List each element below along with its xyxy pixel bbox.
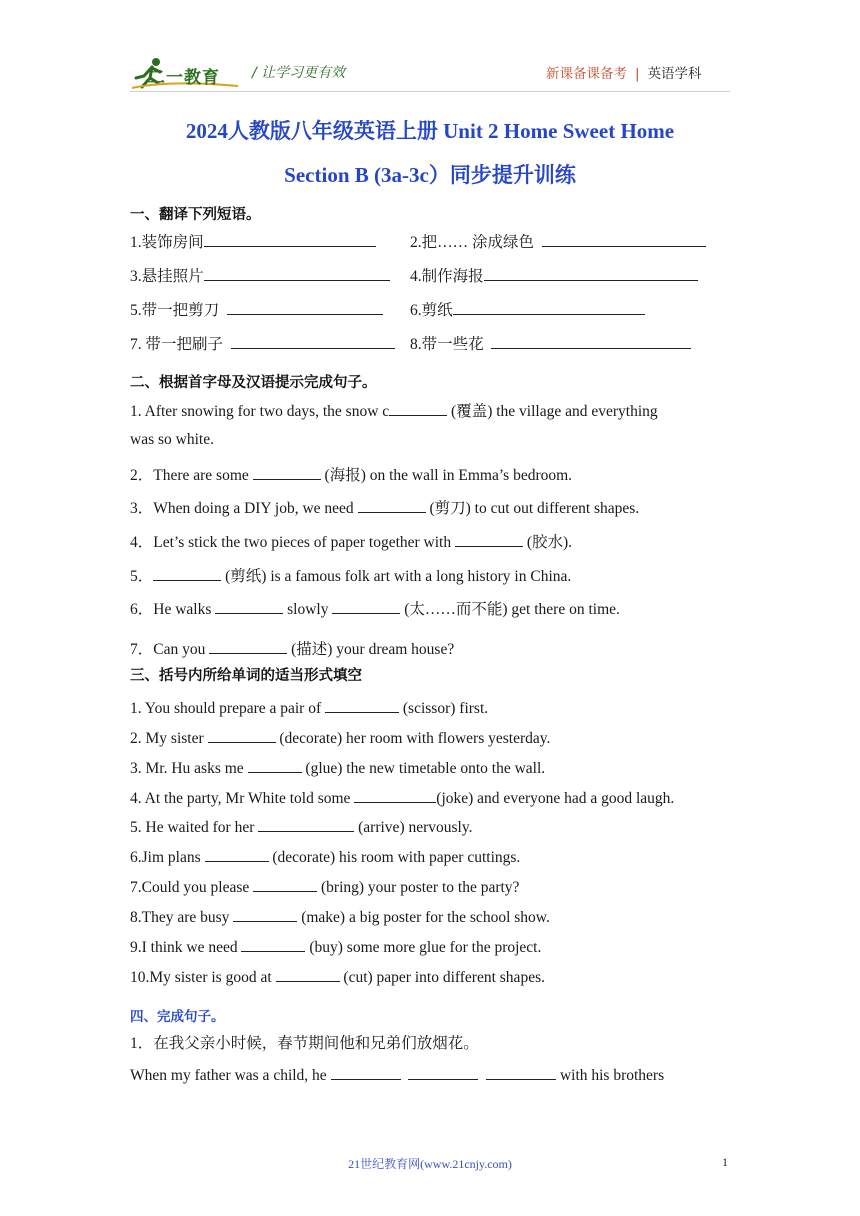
answer-blank[interactable] [253, 877, 317, 892]
header-divider [130, 91, 730, 92]
sentence-item: 3．When doing a DIY job, we need (剪刀) to cut out different shapes. [130, 500, 640, 517]
answer-blank[interactable] [233, 907, 297, 922]
footer-site: 21世纪教育网(www.21cnjy.com) [348, 1157, 512, 1171]
section3-heading: 三、括号内所给单词的适当形式填空 [130, 668, 362, 684]
fill-item: 7.Could you please (bring) your poster to the party? [130, 879, 520, 896]
answer-blank[interactable] [453, 300, 645, 315]
answer-blank[interactable] [215, 599, 283, 614]
answer-blank[interactable] [332, 599, 400, 614]
answer-blank[interactable] [205, 847, 269, 862]
answer-blank[interactable] [354, 788, 436, 803]
sentence-item: 7．Can you (描述) your dream house? [130, 641, 455, 658]
fill-item: 2. My sister (decorate) her room with flowers yesterday. [130, 730, 551, 747]
answer-blank[interactable] [209, 639, 287, 654]
answer-blank[interactable] [325, 698, 399, 713]
phrase-text: 4.制作海报 [410, 268, 484, 285]
fill-item: 5. He waited for her (arrive) nervously. [130, 819, 473, 836]
section2-heading: 二、根据首字母及汉语提示完成句子。 [130, 375, 377, 391]
phrase-item [410, 332, 691, 354]
phrase-text: 1.装饰房间 [130, 234, 204, 251]
answer-blank[interactable] [331, 1065, 401, 1080]
answer-blank[interactable] [491, 334, 691, 349]
sentence-item: 1. After snowing for two days, the snow c (覆盖) the village and everything [130, 403, 658, 420]
phrase-text: 8.带一些花 [410, 336, 484, 353]
answer-blank[interactable] [542, 232, 706, 247]
fill-item: 3. Mr. Hu asks me (glue) the new timetable onto the wall. [130, 760, 546, 777]
answer-blank[interactable] [455, 532, 523, 547]
sentence-continuation: was so white. [130, 431, 214, 448]
sentence-item: When my father was a child, he with his brothers [130, 1067, 665, 1084]
answer-blank[interactable] [153, 566, 221, 581]
fill-item: 9.I think we need (buy) some more glue for the project. [130, 939, 542, 956]
phrase-item [410, 298, 645, 320]
page-header [0, 0, 860, 100]
page-number: 1 [722, 1155, 728, 1169]
header-slogan: / 让学习更有效 [252, 65, 346, 81]
phrase-text: 5.带一把剪刀 [130, 302, 220, 319]
answer-blank[interactable] [389, 401, 447, 416]
header-tag-subject: 英语学科 [647, 66, 702, 82]
phrase-item [410, 264, 698, 286]
sentence-item: 4．Let’s stick the two pieces of paper together with (胶水). [130, 534, 573, 551]
fill-item: 1. You should prepare a pair of (scissor) first. [130, 700, 489, 717]
answer-blank[interactable] [484, 266, 698, 281]
header-separator: | [635, 66, 640, 82]
header-subject [546, 62, 702, 82]
phrase-item [130, 230, 376, 252]
chinese-prompt: 1．在我父亲小时候，春节期间他和兄弟们放烟花。 [130, 1035, 479, 1052]
fill-item: 10.My sister is good at (cut) paper into different shapes. [130, 969, 545, 986]
phrase-item [130, 332, 395, 354]
answer-blank[interactable] [204, 266, 390, 281]
header-tag-prep: 新课备课备考 [546, 66, 627, 82]
answer-blank[interactable] [248, 758, 302, 773]
answer-blank[interactable] [204, 232, 376, 247]
answer-blank[interactable] [227, 300, 383, 315]
fill-item: 6.Jim plans (decorate) his room with paper cuttings. [130, 849, 521, 866]
section4-heading: 四、完成句子。 [130, 1009, 225, 1025]
section1-heading: 一、翻译下列短语。 [130, 207, 261, 223]
sentence-item: 2．There are some (海报) on the wall in Emma’s bedroom. [130, 467, 573, 484]
page-title-line2: Section B (3a-3c）同步提升训练 [284, 163, 576, 187]
sentence-item: 5． (剪纸) is a famous folk art with a long history in China. [130, 568, 572, 585]
logo-text: 二一教育 [148, 68, 220, 88]
answer-blank[interactable] [276, 967, 340, 982]
answer-blank[interactable] [253, 465, 321, 480]
fill-item: 8.They are busy (make) a big poster for the school show. [130, 909, 550, 926]
phrase-item [130, 298, 383, 320]
answer-blank[interactable] [358, 498, 426, 513]
fill-item: 4. At the party, Mr White told some (joke) and everyone had a good laugh. [130, 790, 675, 807]
answer-blank[interactable] [408, 1065, 478, 1080]
phrase-item [410, 230, 706, 252]
answer-blank[interactable] [231, 334, 395, 349]
sentence-item: 6．He walks slowly (太……而不能) get there on time. [130, 601, 620, 618]
phrase-text: 6.剪纸 [410, 302, 453, 319]
phrase-text: 3.悬挂照片 [130, 268, 204, 285]
answer-blank[interactable] [241, 937, 305, 952]
answer-blank[interactable] [208, 728, 276, 743]
phrase-item [130, 264, 390, 286]
answer-blank[interactable] [486, 1065, 556, 1080]
phrase-text: 7. 带一把刷子 [130, 336, 224, 353]
phrase-text: 2.把…… 涂成绿色 [410, 234, 535, 251]
answer-blank[interactable] [258, 817, 354, 832]
page-title-line1: 2024人教版八年级英语上册 Unit 2 Home Sweet Home [185, 119, 675, 143]
